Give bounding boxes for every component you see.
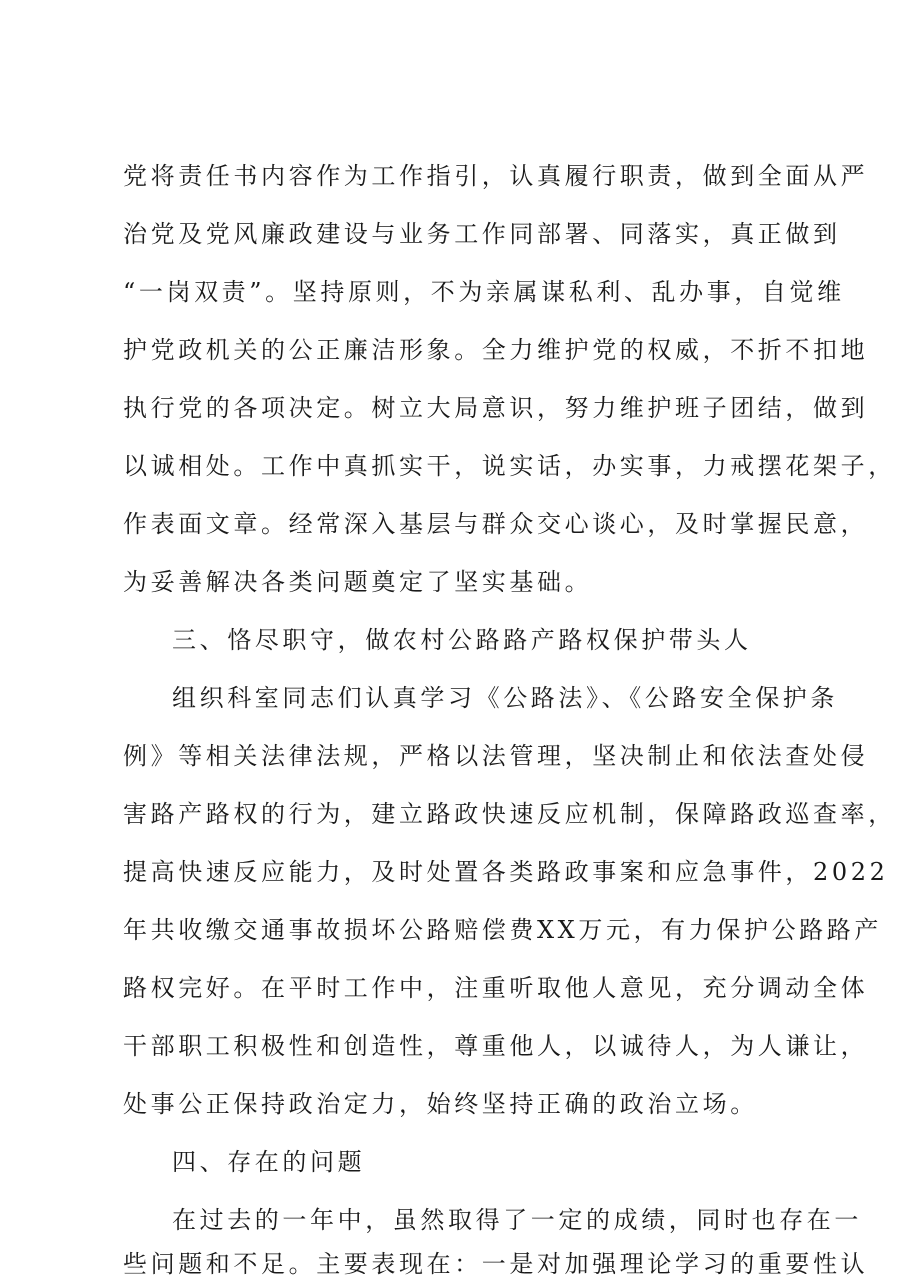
- body-text-line: 党将责任书内容作为工作指引，认真履行职责，做到全面从严: [123, 162, 869, 190]
- body-text-line: 为妥善解决各类问题奠定了坚实基础。: [123, 568, 593, 596]
- body-text-line: 处事公正保持政治定力，始终坚持正确的政治立场。: [123, 1090, 758, 1118]
- body-text-line: 年共收缴交通事故损坏公路赔偿费XX万元，有力保护公路路产: [123, 916, 882, 944]
- body-text-line: 例》等相关法律法规，严格以法管理，坚决制止和依法查处侵: [123, 742, 869, 770]
- body-text-line: 在过去的一年中，虽然取得了一定的成绩，同时也存在一: [172, 1206, 862, 1234]
- body-text-line: 以诚相处。工作中真抓实干，说实话，办实事，力戒摆花架子，: [123, 452, 896, 480]
- section-heading: 三、恪尽职守，做农村公路路产路权保护带头人: [172, 626, 752, 654]
- body-text-line: 执行党的各项决定。树立大局意识，努力维护班子团结，做到: [123, 394, 869, 422]
- body-text-line: 组织科室同志们认真学习《公路法》、《公路安全保护条: [172, 684, 838, 712]
- body-text-line: 害路产路权的行为，建立路政快速反应机制，保障路政巡查率，: [123, 800, 896, 828]
- body-text-line: 干部职工积极性和创造性，尊重他人，以诚待人，为人谦让，: [123, 1032, 869, 1060]
- body-text-line: 路权完好。在平时工作中，注重听取他人意见，充分调动全体: [123, 974, 869, 1002]
- body-text-line: 作表面文章。经常深入基层与群众交心谈心，及时掌握民意，: [123, 510, 869, 538]
- body-text-line: 提高快速反应能力，及时处置各类路政事案和应急事件，2022: [123, 858, 889, 886]
- body-text-line: “一岗双责”。坚持原则，不为亲属谋私利、乱办事，自觉维: [123, 278, 845, 306]
- body-text-line: 些问题和不足。主要表现在：一是对加强理论学习的重要性认: [123, 1250, 869, 1278]
- body-text-line: 治党及党风廉政建设与业务工作同部署、同落实，真正做到: [123, 220, 841, 248]
- section-heading: 四、存在的问题: [172, 1148, 366, 1176]
- body-text-line: 护党政机关的公正廉洁形象。全力维护党的权威，不折不扣地: [123, 336, 869, 364]
